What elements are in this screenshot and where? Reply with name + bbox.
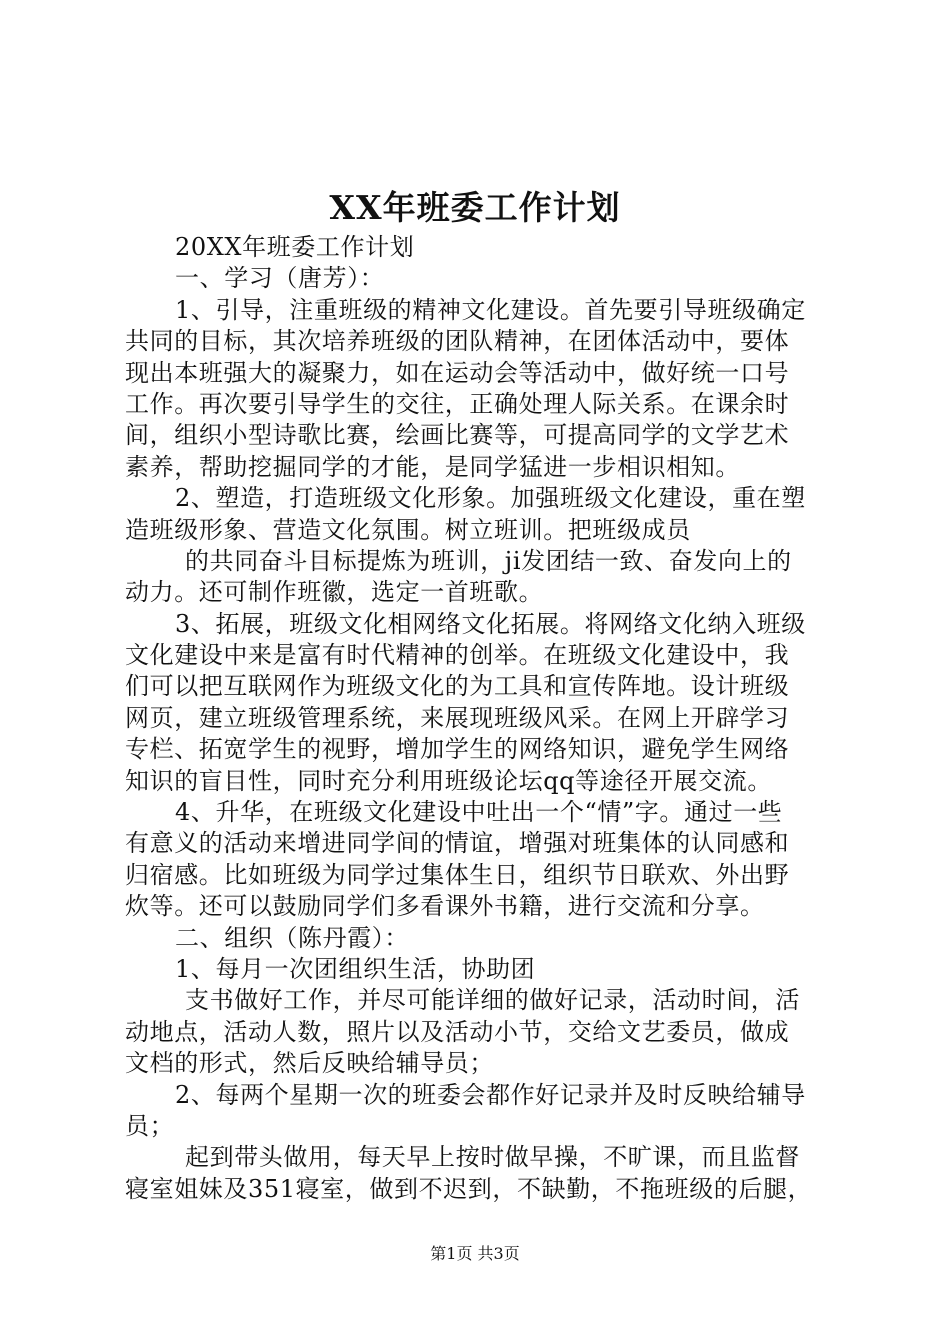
text-line: 2、每两个星期一次的班委会都作好记录并及时反映给辅导: [175, 1080, 806, 1109]
text-line: 间，组织小型诗歌比赛，绘画比赛等，可提高同学的文学艺术: [125, 421, 790, 450]
text-line: 有意义的活动来增进同学间的情谊，增强对班集体的认同感和: [125, 829, 790, 858]
text-line: 动地点，活动人数，照片以及活动小节，交给文艺委员，做成: [125, 1017, 790, 1046]
text-line: 共同的目标，其次培养班级的团队精神，在团体活动中，要体: [125, 327, 790, 356]
document-title: XX年班委工作计划: [329, 188, 621, 227]
text-line: 1、每月一次团组织生活，协助团: [175, 954, 536, 983]
page-footer: 第1页 共3页: [430, 1244, 520, 1263]
text-line: 文档的形式，然后反映给辅导员；: [125, 1049, 494, 1078]
text-line: 寝室姐妹及351寝室，做到不迟到，不缺勤，不拖班级的后腿，: [125, 1174, 813, 1203]
text-line: 的共同奋斗目标提炼为班训，ji发团结一致、奋发向上的: [185, 546, 792, 575]
text-line: 一、学习（唐芳）：: [175, 264, 385, 293]
text-line: 素养，帮助挖掘同学的才能，是同学猛进一步相识相知。: [125, 452, 740, 481]
text-line: 文化建设中来是富有时代精神的创举。在班级文化建设中，我: [125, 641, 790, 670]
text-line: 20XX年班委工作计划: [175, 233, 415, 261]
text-line: 现出本班强大的凝聚力，如在运动会等活动中，做好统一口号: [125, 358, 790, 387]
document-body: [125, 232, 840, 1205]
text-line: 网页，建立班级管理系统，来展现班级风采。在网上开辟学习: [125, 703, 790, 732]
text-line: 起到带头做用，每天早上按时做早操，不旷课，而且监督: [185, 1143, 800, 1172]
text-line: 炊等。还可以鼓励同学们多看课外书籍，进行交流和分享。: [125, 892, 765, 921]
text-line: 归宿感。比如班级为同学过集体生日，组织节日联欢、外出野: [125, 860, 790, 889]
text-line: 工作。再次要引导学生的交往，正确处理人际关系。在课余时: [125, 389, 790, 418]
text-line: 1、引导，注重班级的精神文化建设。首先要引导班级确定: [175, 295, 806, 324]
text-line: 专栏、拓宽学生的视野，增加学生的网络知识，避免学生网络: [125, 735, 790, 764]
text-line: 2、塑造，打造班级文化形象。加强班级文化建设，重在塑: [175, 484, 806, 513]
text-line: 们可以把互联网作为班级文化的为工具和宣传阵地。设计班级: [125, 672, 790, 701]
text-line: 4、升华，在班级文化建设中吐出一个“情”字。通过一些: [175, 798, 783, 827]
text-line: 员；: [125, 1111, 175, 1140]
text-line: 动力。还可制作班徽，选定一首班歌。: [125, 578, 544, 607]
text-line: 知识的盲目性，同时充分利用班级论坛qq等途径开展交流。: [125, 766, 772, 795]
text-line: 造班级形象、营造文化氛围。树立班训。把班级成员: [125, 515, 691, 544]
text-line: 支书做好工作，并尽可能详细的做好记录，活动时间，活: [185, 986, 800, 1015]
text-line: 二、组织（陈丹霞）：: [175, 923, 409, 952]
text-line: 3、拓展，班级文化相网络文化拓展。将网络文化纳入班级: [175, 609, 806, 638]
